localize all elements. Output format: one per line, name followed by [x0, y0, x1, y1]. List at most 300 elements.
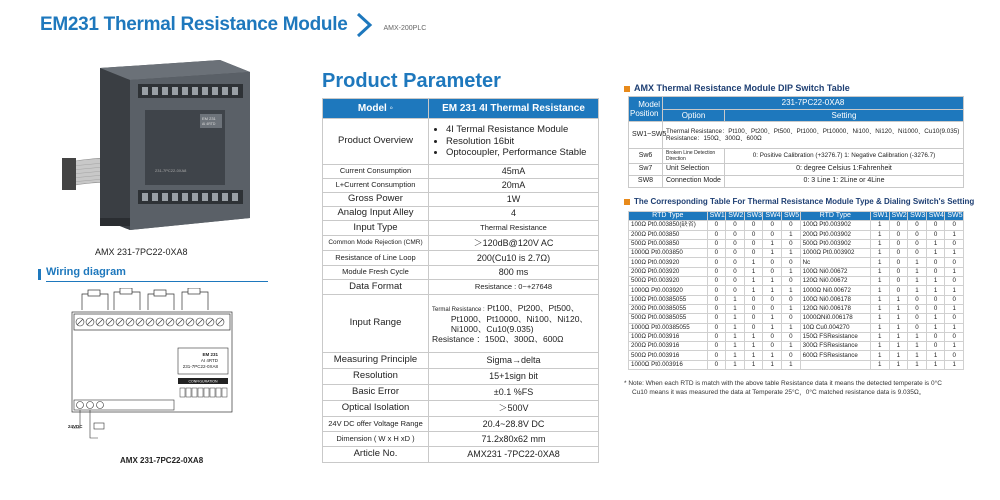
- rtd-row: [629, 258, 964, 267]
- chevron-right-icon: [353, 11, 375, 39]
- rtd-row: [629, 221, 964, 230]
- rtd-switch-cell: 1: [763, 314, 782, 323]
- rtd-switch-cell: 0: [707, 258, 726, 267]
- rtd-header-cell: SW5: [782, 212, 801, 221]
- rtd-switch-cell: 1: [744, 286, 763, 295]
- param-row: [323, 385, 599, 401]
- rtd-switch-cell: 1: [782, 342, 801, 351]
- param-value: ±0.1 %FS: [429, 385, 599, 401]
- rtd-switch-cell: 0: [726, 258, 745, 267]
- rtd-switch-cell: 1: [945, 249, 964, 258]
- param-row: [323, 221, 599, 236]
- rtd-switch-cell: 0: [744, 295, 763, 304]
- rtd-switch-cell: 0: [726, 277, 745, 286]
- rtd-switch-cell: 1: [870, 249, 889, 258]
- param-value: 45mA: [429, 165, 599, 179]
- rtd-switch-cell: 0: [744, 323, 763, 332]
- rtd-switch-cell: 0: [889, 221, 908, 230]
- rtd-switch-cell: 1: [870, 323, 889, 332]
- rtd-switch-cell: 0: [707, 351, 726, 360]
- brand-subtitle: AMX-200PLC: [383, 24, 427, 32]
- rtd-switch-cell: 0: [726, 267, 745, 276]
- dip-pos: Sw6: [629, 149, 663, 164]
- rtd-switch-cell: 1: [926, 239, 945, 248]
- rtd-switch-cell: 1: [908, 286, 927, 295]
- rtd-type-cell: 100Ω Ni0.006178: [800, 295, 870, 304]
- param-value: Thermal Resistance: [429, 221, 599, 236]
- wiring-title: Wiring diagram: [46, 266, 126, 278]
- rtd-switch-cell: 0: [782, 351, 801, 360]
- dip-pos: Sw7: [629, 164, 663, 176]
- rtd-type-cell: 10Ω Cu0.004270: [800, 323, 870, 332]
- rtd-row: [629, 332, 964, 341]
- param-value: ＞120dB@120V AC: [429, 236, 599, 251]
- rtd-switch-cell: 0: [889, 230, 908, 239]
- rtd-switch-cell: 0: [889, 267, 908, 276]
- wiring-text-1: EM 231: [202, 352, 218, 357]
- rtd-switch-cell: 0: [926, 221, 945, 230]
- page-header: [40, 8, 426, 42]
- rtd-switch-cell: 0: [908, 314, 927, 323]
- dip-row: [629, 164, 964, 176]
- param-value: 20mA: [429, 179, 599, 193]
- param-value: 20.4~28.8V DC: [429, 417, 599, 432]
- rtd-type-cell: 1000Ω Pt0.003916: [629, 360, 708, 369]
- param-label: Optical Isolation: [323, 401, 429, 417]
- dip-option: Connection Mode: [663, 176, 725, 188]
- wiring-diagram: [68, 288, 243, 448]
- rtd-switch-cell: 1: [726, 342, 745, 351]
- dip-subheader-row: [629, 109, 964, 122]
- rtd-header-cell: SW1: [707, 212, 726, 221]
- param-label: Common Mode Rejection (CMR): [323, 236, 429, 251]
- rtd-switch-cell: 0: [908, 249, 927, 258]
- rtd-switch-cell: 0: [726, 249, 745, 258]
- rtd-type-cell: 1000ΩNi0.006178: [800, 314, 870, 323]
- param-value: [429, 119, 599, 165]
- rtd-switch-cell: 1: [870, 295, 889, 304]
- rtd-switch-cell: 0: [926, 295, 945, 304]
- rtd-switch-cell: 1: [763, 277, 782, 286]
- rtd-switch-cell: 0: [707, 332, 726, 341]
- section-divider: [46, 281, 268, 282]
- param-label: 24V DC offer Voltage Range: [323, 417, 429, 432]
- rtd-switch-cell: 1: [763, 239, 782, 248]
- rtd-header-cell: SW3: [908, 212, 927, 221]
- param-label: Input Range: [323, 295, 429, 353]
- rtd-switch-cell: 0: [763, 221, 782, 230]
- rtd-switch-cell: 1: [870, 258, 889, 267]
- rtd-row: [629, 360, 964, 369]
- page-title: EM231 Thermal Resistance Module: [40, 14, 348, 35]
- rtd-switch-cell: 0: [763, 258, 782, 267]
- rtd-switch-cell: 0: [782, 221, 801, 230]
- dip-setting: 0: Positive Calibration (+3276.7) 1: Negative Calibration (-3276.7): [725, 149, 964, 164]
- dip-row: [629, 176, 964, 188]
- rtd-type-cell: 1000Ω Pt0.003920: [629, 286, 708, 295]
- corner-position: Position: [630, 109, 659, 119]
- rtd-switch-cell: 1: [908, 258, 927, 267]
- rtd-switch-cell: 1: [926, 286, 945, 295]
- rtd-row: [629, 249, 964, 258]
- rtd-header-cell: SW2: [726, 212, 745, 221]
- rtd-type-cell: 100Ω Pt0.003850(缺省): [629, 221, 708, 230]
- rtd-switch-cell: 1: [908, 267, 927, 276]
- rtd-row: [629, 277, 964, 286]
- rtd-row: [629, 295, 964, 304]
- rtd-switch-cell: 1: [744, 360, 763, 369]
- rtd-type-cell: 100Ω Pt0.003902: [800, 221, 870, 230]
- rtd-switch-cell: 0: [707, 230, 726, 239]
- param-row: [323, 165, 599, 179]
- dip-col-setting: Setting: [725, 109, 964, 122]
- rtd-type-cell: Nc: [800, 258, 870, 267]
- param-row: [323, 179, 599, 193]
- rtd-switch-cell: 0: [908, 230, 927, 239]
- param-label: Resolution: [323, 369, 429, 385]
- rtd-switch-table: [628, 211, 964, 370]
- rtd-switch-cell: 0: [782, 295, 801, 304]
- rtd-switch-cell: 1: [889, 323, 908, 332]
- rtd-switch-cell: 0: [763, 267, 782, 276]
- rtd-switch-cell: 1: [744, 258, 763, 267]
- corner-model: Model: [638, 99, 660, 109]
- rtd-switch-cell: 0: [889, 286, 908, 295]
- rtd-type-cell: 120Ω Ni0.006178: [800, 304, 870, 313]
- rtd-switch-cell: 0: [908, 323, 927, 332]
- section-bar: [38, 269, 41, 280]
- rtd-switch-cell: 1: [763, 360, 782, 369]
- rtd-switch-cell: 1: [763, 323, 782, 332]
- rtd-switch-cell: 0: [908, 221, 927, 230]
- rtd-switch-cell: 1: [782, 230, 801, 239]
- rtd-switch-cell: 1: [926, 323, 945, 332]
- rtd-type-cell: 600Ω FSResistance: [800, 351, 870, 360]
- param-row: [323, 447, 599, 463]
- rtd-type-cell: 1000Ω Ni0.00672: [800, 286, 870, 295]
- rtd-switch-cell: 0: [744, 230, 763, 239]
- rtd-switch-cell: 1: [726, 351, 745, 360]
- param-value: [429, 295, 599, 353]
- wiring-section-header: [38, 266, 268, 282]
- rtd-row: [629, 239, 964, 248]
- rtd-type-cell: 1000Ω Pt0.00385055: [629, 323, 708, 332]
- rtd-switch-cell: 0: [926, 342, 945, 351]
- param-row: [323, 369, 599, 385]
- rtd-switch-cell: 1: [889, 295, 908, 304]
- rtd-switch-cell: 1: [926, 351, 945, 360]
- rtd-type-cell: 100Ω Pt0.003916: [629, 332, 708, 341]
- rtd-header-cell: SW2: [889, 212, 908, 221]
- rtd-switch-cell: 1: [889, 360, 908, 369]
- param-label: L+Current Consumption: [323, 179, 429, 193]
- rtd-switch-cell: 1: [726, 295, 745, 304]
- rtd-switch-cell: 0: [744, 304, 763, 313]
- rtd-switch-cell: 1: [763, 286, 782, 295]
- note-line-2: Cu10 means it was measured the data at Temperate 25°C，0°C matched resistance data is 9.035Ω。: [632, 388, 926, 396]
- rtd-type-cell: 100Ω Pt0.003920: [629, 258, 708, 267]
- rtd-header-cell: SW4: [763, 212, 782, 221]
- param-label: Module Fresh Cycle: [323, 266, 429, 280]
- input-range-line: Pt100、Pt200、Pt500、: [487, 302, 580, 313]
- rtd-type-cell: 500Ω Pt0.003850: [629, 239, 708, 248]
- note-line-1: * Note: When each RTD is match with the above table Resistance data it means the detected temperate is 0°C: [624, 380, 942, 387]
- rtd-switch-cell: 1: [744, 332, 763, 341]
- rtd-switch-cell: 1: [908, 360, 927, 369]
- rtd-switch-cell: 0: [782, 239, 801, 248]
- param-value: ＞500V: [429, 401, 599, 417]
- rtd-row: [629, 314, 964, 323]
- rtd-switch-cell: 1: [870, 314, 889, 323]
- dip-row: [629, 149, 964, 164]
- rtd-header-cell: SW3: [744, 212, 763, 221]
- rtd-switch-cell: 0: [744, 239, 763, 248]
- rtd-type-cell: 300Ω FSResistance: [800, 342, 870, 351]
- power-label: 24VDC: [68, 424, 83, 429]
- param-header-label: Model ◦: [323, 99, 429, 119]
- rtd-switch-cell: 0: [945, 239, 964, 248]
- rtd-switch-cell: 1: [870, 230, 889, 239]
- rtd-type-cell: 1000Ω Pt0.003850: [629, 249, 708, 258]
- rtd-switch-cell: 1: [870, 360, 889, 369]
- param-row: [323, 266, 599, 280]
- rtd-header-cell: RTD Type: [629, 212, 708, 221]
- rtd-switch-cell: 0: [707, 249, 726, 258]
- rtd-switch-cell: 1: [908, 351, 927, 360]
- rtd-switch-cell: 1: [926, 277, 945, 286]
- module-label-1: EM 231: [202, 116, 216, 121]
- rtd-switch-cell: 0: [763, 304, 782, 313]
- rtd-switch-cell: 1: [870, 277, 889, 286]
- param-row-overview: [323, 119, 599, 165]
- rtd-header-cell: SW5: [945, 212, 964, 221]
- param-row: [323, 401, 599, 417]
- param-row: [323, 251, 599, 266]
- rtd-type-cell: 500Ω Pt0.003902: [800, 239, 870, 248]
- param-row: [323, 417, 599, 432]
- dip-row: [629, 122, 964, 149]
- rtd-switch-cell: 0: [707, 286, 726, 295]
- rtd-switch-cell: 1: [763, 351, 782, 360]
- rtd-switch-cell: 1: [945, 286, 964, 295]
- rtd-switch-cell: 1: [726, 323, 745, 332]
- rtd-switch-cell: 0: [889, 239, 908, 248]
- rtd-switch-cell: 1: [889, 332, 908, 341]
- rtd-switch-cell: 1: [782, 249, 801, 258]
- wiring-text-4: CONFIGURATION: [188, 379, 218, 384]
- param-value: Resistance : 0~+27648: [429, 280, 599, 295]
- rtd-row: [629, 323, 964, 332]
- rtd-switch-cell: 1: [870, 332, 889, 341]
- rtd-switch-cell: 0: [908, 239, 927, 248]
- dip-setting: 0: 3 Line 1: 2Line or 4Line: [725, 176, 964, 188]
- dip-table-title: AMX Thermal Resistance Module DIP Switch Table: [624, 83, 850, 93]
- rtd-switch-cell: 0: [945, 351, 964, 360]
- param-row: [323, 236, 599, 251]
- rtd-type-cell: 200Ω Pt0.003920: [629, 267, 708, 276]
- rtd-switch-cell: 1: [726, 314, 745, 323]
- rtd-switch-cell: 0: [889, 258, 908, 267]
- rtd-switch-cell: 0: [744, 314, 763, 323]
- dip-pos: SW1~SW5: [629, 122, 663, 149]
- rtd-switch-cell: 1: [908, 342, 927, 351]
- rtd-row: [629, 286, 964, 295]
- rtd-switch-cell: 0: [945, 277, 964, 286]
- param-row: [323, 353, 599, 369]
- param-value: 200(Cu10 is 2.7Ω): [429, 251, 599, 266]
- rtd-switch-cell: 1: [744, 267, 763, 276]
- overview-item: • 4I Termal Resistance Module: [446, 124, 595, 136]
- rtd-row: [629, 351, 964, 360]
- rtd-switch-cell: 0: [945, 332, 964, 341]
- dip-corner-cell: [629, 97, 663, 122]
- rtd-switch-cell: 0: [926, 304, 945, 313]
- rtd-switch-cell: 1: [726, 360, 745, 369]
- dip-model-cell: 231-7PC22-0XA8: [663, 97, 964, 110]
- input-range-line: Resistance ：150Ω、300Ω、600Ω: [432, 334, 564, 345]
- param-header-row: [323, 99, 599, 119]
- dip-option: Broken Line Detection Direction: [663, 149, 725, 164]
- rtd-switch-cell: 0: [926, 230, 945, 239]
- param-value: 15+1sign bit: [429, 369, 599, 385]
- overview-item: • Resolution 16bit: [446, 136, 595, 148]
- product-photo: [60, 50, 275, 240]
- param-value: AMX231 -7PC22-0XA8: [429, 447, 599, 463]
- input-range-line: Ni1000、Cu10(9.035): [450, 324, 534, 334]
- param-value: 4: [429, 207, 599, 221]
- product-parameter-title: Product Parameter: [322, 70, 501, 92]
- rtd-switch-cell: 0: [707, 295, 726, 304]
- rtd-switch-cell: 1: [782, 323, 801, 332]
- rtd-switch-cell: 1: [908, 332, 927, 341]
- rtd-switch-cell: 1: [870, 286, 889, 295]
- rtd-switch-cell: 1: [782, 304, 801, 313]
- rtd-switch-cell: 0: [726, 286, 745, 295]
- rtd-switch-cell: 0: [726, 221, 745, 230]
- rtd-switch-cell: 1: [726, 304, 745, 313]
- rtd-switch-cell: 1: [870, 221, 889, 230]
- rtd-switch-cell: 1: [908, 277, 927, 286]
- rtd-switch-cell: 1: [889, 304, 908, 313]
- rtd-switch-cell: 0: [726, 230, 745, 239]
- dip-pos: SW8: [629, 176, 663, 188]
- rtd-switch-cell: 1: [744, 342, 763, 351]
- rtd-type-cell: 200Ω Pt0.003850: [629, 230, 708, 239]
- rtd-switch-cell: 0: [707, 221, 726, 230]
- rtd-switch-cell: 0: [744, 221, 763, 230]
- rtd-switch-cell: 0: [782, 258, 801, 267]
- rtd-switch-cell: 1: [889, 342, 908, 351]
- rtd-switch-cell: 1: [870, 267, 889, 276]
- rtd-switch-cell: 0: [908, 304, 927, 313]
- rtd-switch-cell: 1: [744, 351, 763, 360]
- rtd-switch-cell: 0: [726, 239, 745, 248]
- param-row: [323, 193, 599, 207]
- wiring-text-3: 231-7PC22-0XA8: [182, 364, 218, 369]
- overview-item: • Optocoupler, Performance Stable: [446, 147, 595, 159]
- rtd-switch-cell: 1: [945, 304, 964, 313]
- param-label: Article No.: [323, 447, 429, 463]
- rtd-switch-cell: 0: [707, 277, 726, 286]
- rtd-switch-cell: 1: [782, 360, 801, 369]
- param-row: [323, 432, 599, 447]
- rtd-type-cell: 120Ω Ni0.00672: [800, 277, 870, 286]
- dip-setting: 0: degree Celsius 1:Fahrenheit: [725, 164, 964, 176]
- rtd-switch-cell: 1: [889, 351, 908, 360]
- param-label: Current Consumption: [323, 165, 429, 179]
- param-row: [323, 207, 599, 221]
- rtd-switch-cell: 0: [945, 221, 964, 230]
- dip-switch-table: [628, 96, 964, 188]
- input-range-line: Pt1000、Pt10000、Ni100、Ni120、: [450, 313, 588, 324]
- param-row-input-range: [323, 295, 599, 353]
- param-label: Measuring Principle: [323, 353, 429, 369]
- rtd-type-cell: 100Ω Pt0.00385055: [629, 295, 708, 304]
- bullet-square-icon: [624, 199, 630, 205]
- rtd-switch-cell: 0: [926, 267, 945, 276]
- rtd-switch-cell: 0: [763, 295, 782, 304]
- product-caption: AMX 231-7PC22-0XA8: [95, 247, 188, 257]
- rtd-header-cell: SW1: [870, 212, 889, 221]
- rtd-type-cell: 200Ω Pt0.003916: [629, 342, 708, 351]
- rtd-switch-cell: 0: [926, 332, 945, 341]
- rtd-type-cell: 1000Ω Pt0.003902: [800, 249, 870, 258]
- rtd-switch-cell: 1: [782, 267, 801, 276]
- product-parameter-table: [322, 98, 599, 463]
- rtd-switch-cell: 0: [763, 332, 782, 341]
- rtd-switch-cell: 0: [707, 304, 726, 313]
- rtd-type-cell: 500Ω Pt0.003916: [629, 351, 708, 360]
- param-label: Dimension ( W x H xD ): [323, 432, 429, 447]
- rtd-switch-cell: 1: [744, 277, 763, 286]
- rtd-switch-cell: 0: [763, 230, 782, 239]
- param-header-value: EM 231 4I Thermal Resistance: [429, 99, 599, 119]
- rtd-switch-cell: 0: [763, 342, 782, 351]
- rtd-switch-cell: 0: [945, 314, 964, 323]
- param-label: Input Type: [323, 221, 429, 236]
- param-value: 800 ms: [429, 266, 599, 280]
- rtd-switch-cell: 1: [926, 249, 945, 258]
- param-label: Product Overview: [323, 119, 429, 165]
- rtd-switch-cell: 1: [889, 314, 908, 323]
- rtd-header-row: [629, 212, 964, 221]
- rtd-switch-cell: 1: [763, 249, 782, 258]
- rtd-note: [624, 380, 974, 398]
- rtd-switch-cell: 1: [945, 342, 964, 351]
- rtd-switch-cell: 0: [782, 332, 801, 341]
- rtd-type-cell: 500Ω Pt0.00385055: [629, 314, 708, 323]
- rtd-switch-cell: 0: [707, 360, 726, 369]
- param-label: Gross Power: [323, 193, 429, 207]
- rtd-switch-cell: 1: [945, 323, 964, 332]
- rtd-switch-cell: 1: [870, 239, 889, 248]
- param-value: 1W: [429, 193, 599, 207]
- rtd-switch-cell: 1: [726, 332, 745, 341]
- rtd-switch-cell: 1: [870, 351, 889, 360]
- rtd-switch-cell: 1: [782, 286, 801, 295]
- rtd-row: [629, 267, 964, 276]
- param-label: Data Format: [323, 280, 429, 295]
- rtd-switch-cell: 0: [782, 277, 801, 286]
- rtd-switch-cell: 0: [889, 249, 908, 258]
- rtd-switch-cell: 0: [908, 295, 927, 304]
- rtd-type-cell: 200Ω Pt0.003902: [800, 230, 870, 239]
- rtd-switch-cell: 0: [707, 323, 726, 332]
- rtd-switch-cell: 0: [926, 258, 945, 267]
- rtd-switch-cell: 0: [707, 342, 726, 351]
- rtd-switch-cell: 1: [870, 342, 889, 351]
- rtd-type-cell: 500Ω Pt0.003920: [629, 277, 708, 286]
